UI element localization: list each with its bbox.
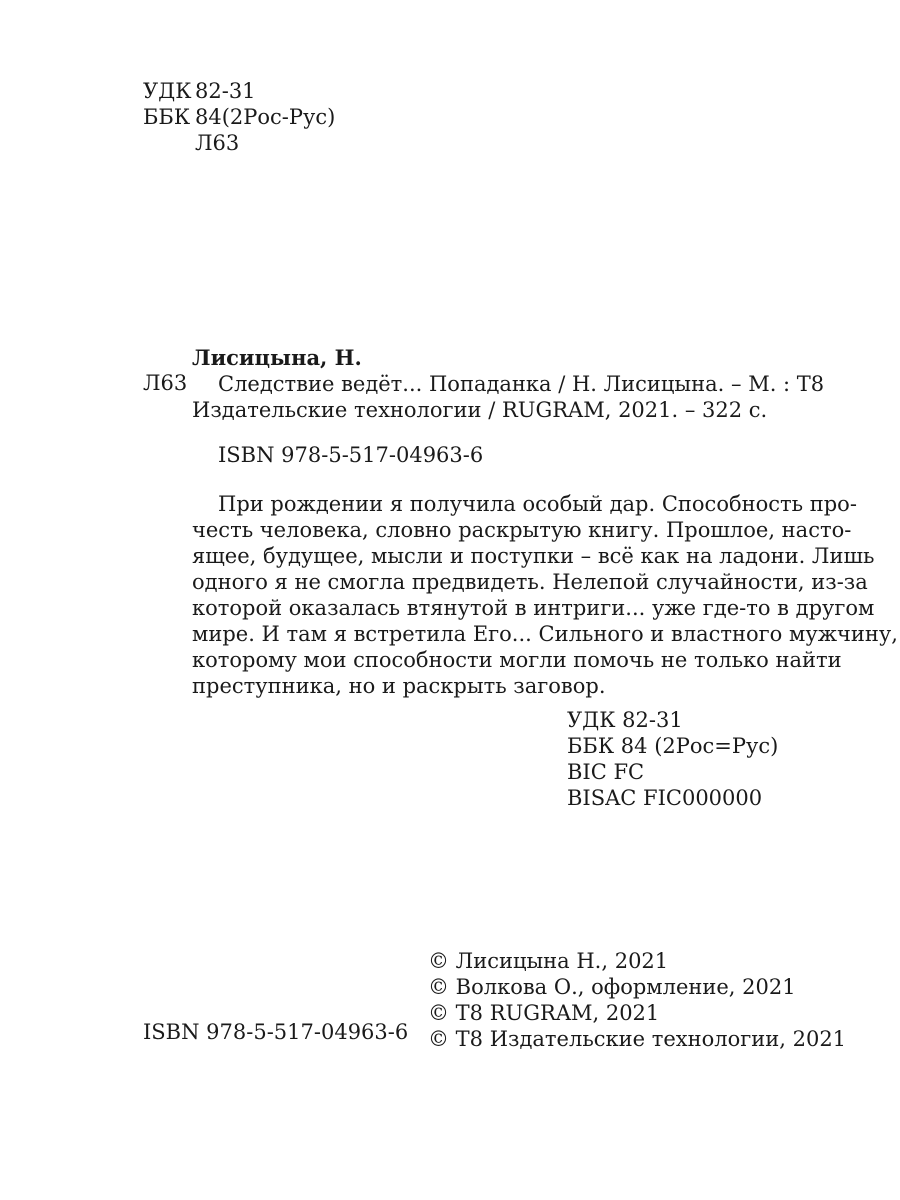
classif-bic: BIC FC xyxy=(567,760,645,784)
copyright-line: © Лисицына Н., 2021 xyxy=(428,949,669,973)
top-classification xyxy=(143,78,335,156)
annotation-line: ящее, будущее, мысли и поступки – всё как на ладони. Лишь xyxy=(192,544,875,568)
classif-udk: УДК 82-31 xyxy=(567,708,683,732)
copyright-line: © Т8 Издательские технологии, 2021 xyxy=(428,1027,847,1051)
annotation xyxy=(192,491,898,699)
bibliographic-description xyxy=(192,371,825,423)
biblio-line-1: Следствие ведёт... Попаданка / Н. Лисицына. – М. : Т8 xyxy=(218,372,825,396)
bbk-value: 84(2Рос-Рус) xyxy=(195,105,336,129)
classif-bisac: BISAC FIC000000 xyxy=(567,786,763,810)
author-code-row xyxy=(143,130,335,156)
bbk-label: ББК xyxy=(143,105,191,129)
copyright-block xyxy=(428,948,846,1052)
copyright-line: © Волкова О., оформление, 2021 xyxy=(428,975,796,999)
udk-label: УДК xyxy=(143,79,192,103)
author-code-left: Л63 xyxy=(143,371,188,395)
author-code-top: Л63 xyxy=(195,131,240,155)
classif-bbk: ББК 84 (2Рос=Рус) xyxy=(567,734,779,758)
biblio-line-2: Издательские технологии / RUGRAM, 2021. – 322 с. xyxy=(192,398,768,422)
copyright-line: © T8 RUGRAM, 2021 xyxy=(428,1001,660,1025)
udk-row xyxy=(143,78,335,104)
udk-value: 82-31 xyxy=(195,79,256,103)
isbn-main: ISBN 978-5-517-04963-6 xyxy=(218,443,484,467)
annotation-line: честь человека, словно раскрытую книгу. Прошлое, насто- xyxy=(192,518,852,542)
annotation-line: которой оказалась втянутой в интриги... уже где-то в другом xyxy=(192,596,875,620)
annotation-line: одного я не смогла предвидеть. Нелепой случайности, из-за xyxy=(192,570,868,594)
author-name: Лисицына, Н. xyxy=(192,345,362,370)
isbn-bottom: ISBN 978-5-517-04963-6 xyxy=(143,1020,409,1044)
classification-block xyxy=(567,707,778,811)
annotation-line: которому мои способности могли помочь не только найти xyxy=(192,648,842,672)
annotation-line: мире. И там я встретила Его... Сильного и властного мужчину, xyxy=(192,622,898,646)
bbk-row xyxy=(143,104,335,130)
annotation-line: преступника, но и раскрыть заговор. xyxy=(192,674,606,698)
annotation-line: При рождении я получила особый дар. Способность про- xyxy=(218,492,857,516)
